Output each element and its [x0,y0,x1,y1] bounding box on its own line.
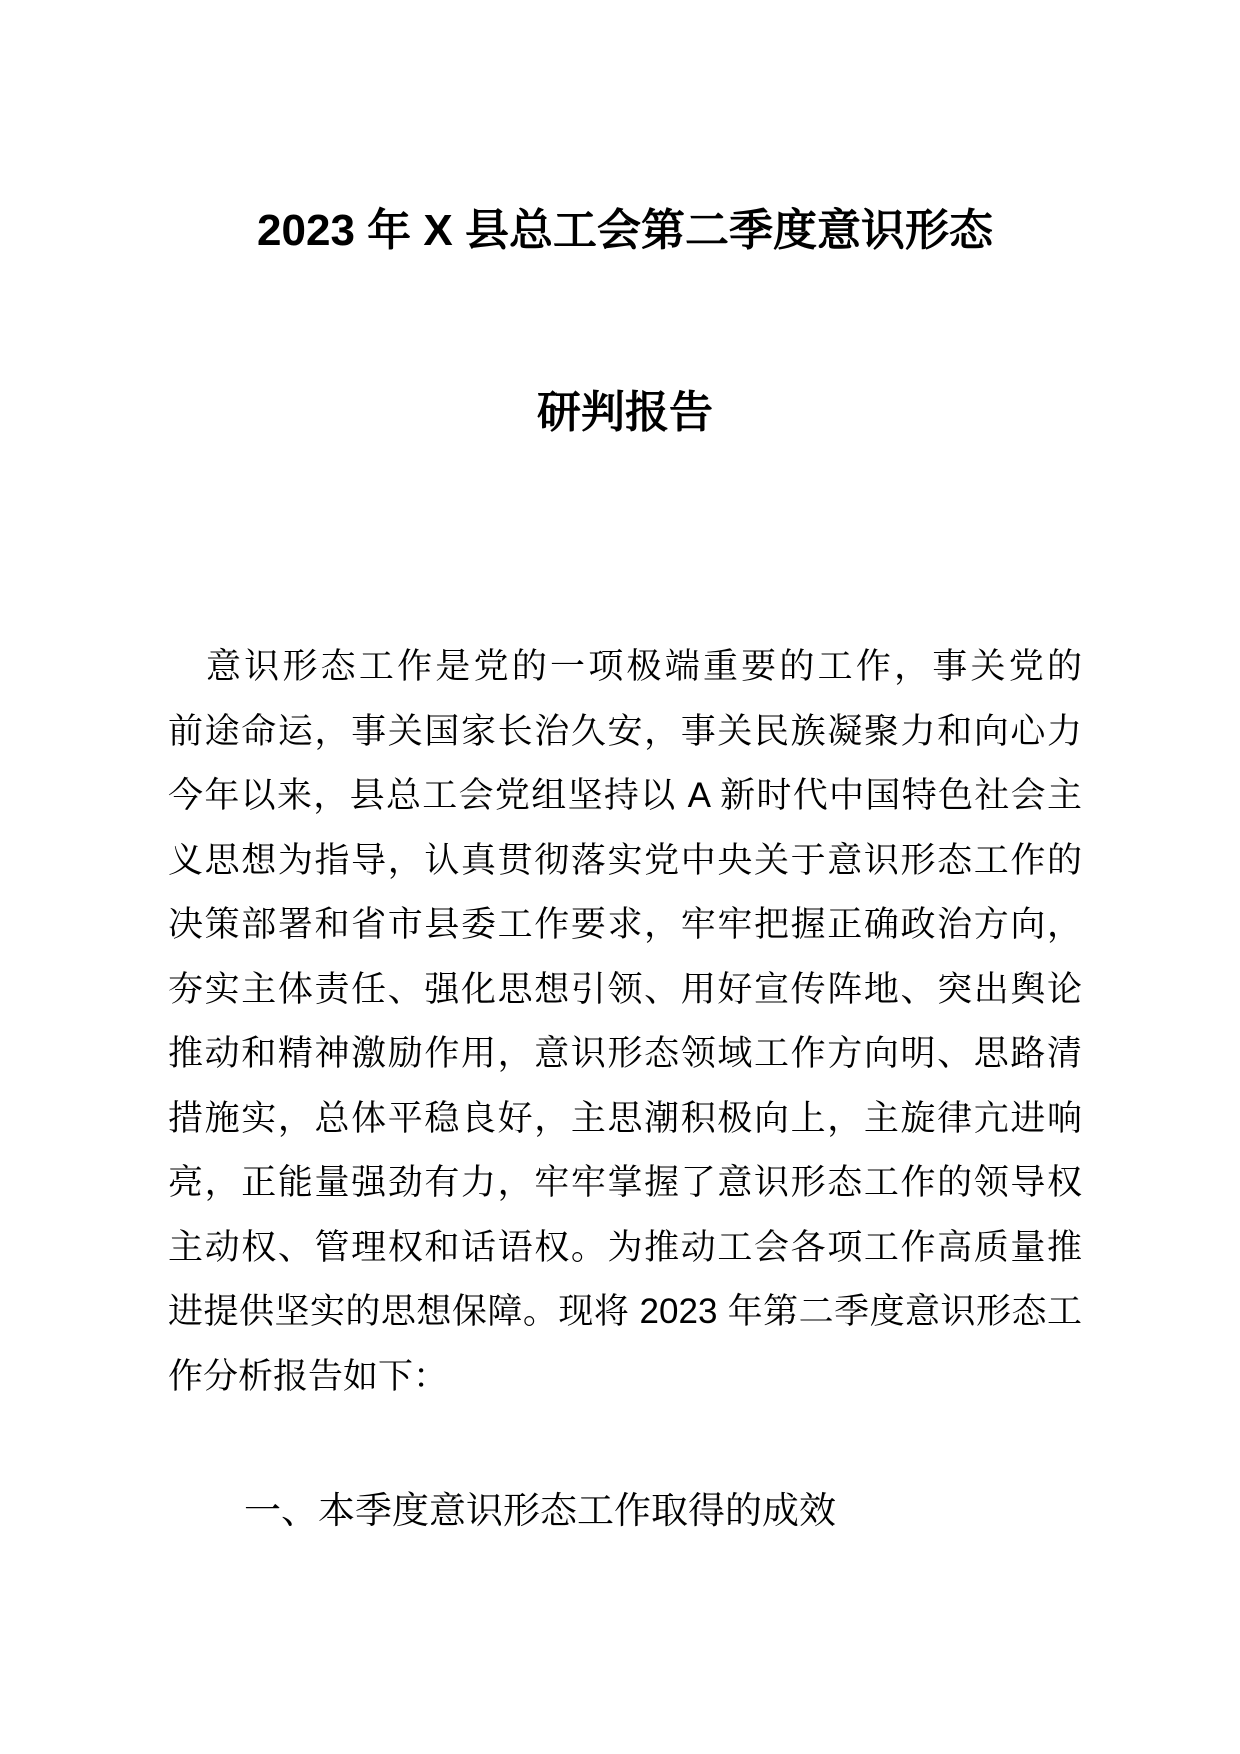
paragraph-line: 前途命运，事关国家长治久安，事关民族凝聚力和向心力 [168,711,1082,751]
paragraph-line: 作分析报告如下： [168,1356,449,1396]
paragraph-line: 决策部署和省市县委工作要求，牢牢把握正确政治方向， [168,905,1082,944]
paragraph-line: 措施实，总体平稳良好，主思潮积极向上，主旋律亢进响 [168,1098,1082,1138]
paragraph-line: 亮，正能量强劲有力，牢牢掌握了意识形态工作的领导权 [168,1163,1082,1202]
document-paragraph [168,635,1082,1409]
section-heading: 一、本季度意识形态工作取得的成效 [244,1490,836,1531]
paragraph-line: 主动权、管理权和话语权。为推动工会各项工作高质量推 [168,1227,1082,1267]
paragraph-line: 意识形态工作是党的一项极端重要的工作，事关党的 [206,647,1082,686]
paragraph-line: 推动和精神激励作用，意识形态领域工作方向明、思路清 [168,1034,1082,1073]
document-title-line-2: 研判报告 [537,388,713,437]
paragraph-line: 夯实主体责任、强化思想引领、用好宣传阵地、突出舆论 [168,969,1082,1009]
paragraph-line: 义思想为指导，认真贯彻落实党中央关于意识形态工作的 [168,840,1082,880]
paragraph-line: 进提供坚实的思想保障。现将 2023 年第二季度意识形态工 [168,1292,1082,1331]
document-title-line-1: 2023 年 X 县总工会第二季度意识形态 [257,206,993,255]
paragraph-line: 今年以来，县总工会党组坚持以 A 新时代中国特色社会主 [168,776,1082,815]
